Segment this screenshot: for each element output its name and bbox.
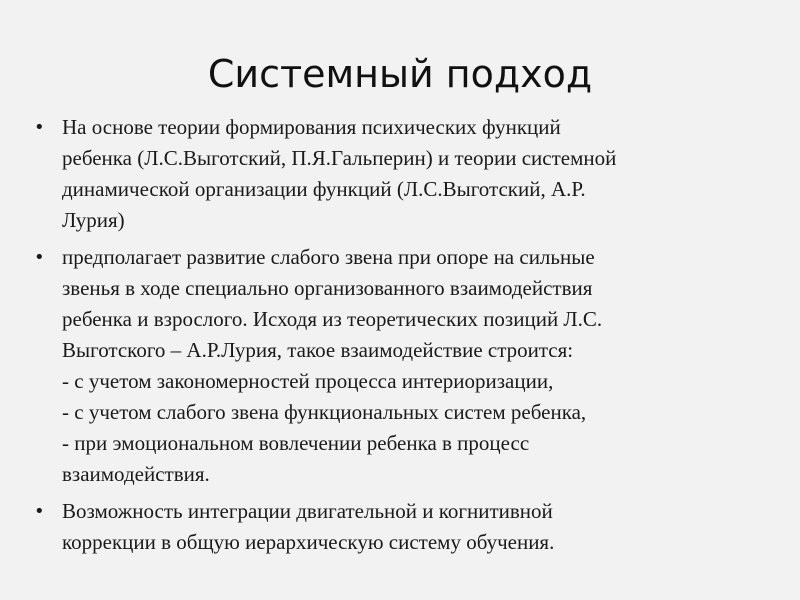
bullet-dot-icon: • [34,247,45,268]
bullet-list [34,112,754,564]
bullet-item-2 [34,242,754,490]
bullet-line: Лурия) [62,208,125,232]
bullet-line: - при эмоциональном вовлечении ребенка в процесс [62,431,530,455]
bullet-line: Выготского – А.Р.Лурия, такое взаимодействие строится: [62,338,574,362]
bullet-line: - с учетом слабого звена функциональных систем ребенка, [62,400,587,424]
bullet-dot-icon: • [34,117,45,138]
bullet-line: предполагает развитие слабого звена при опоре на сильные [62,245,595,269]
bullet-dot-icon: • [34,501,45,522]
bullet-item-3 [34,496,754,558]
bullet-line: ребенка (Л.С.Выготский, П.Я.Гальперин) и теории системной [62,146,617,170]
bullet-line: взаимодействия. [62,462,210,486]
bullet-line: На основе теории формирования психических функций [62,115,561,139]
bullet-line: Возможность интеграции двигательной и когнитивной [62,499,553,523]
bullet-line: ребенка и взрослого. Исходя из теоретических позиций Л.С. [62,307,603,331]
bullet-line: - с учетом закономерностей процесса интериоризации, [62,369,554,393]
bullet-line: динамической организации функций (Л.С.Выготский, А.Р. [62,177,586,201]
slide-title: Системный подход [207,52,593,96]
bullet-line: звенья в ходе специально организованного взаимодействия [62,276,593,300]
bullet-item-1 [34,112,754,236]
bullet-line: коррекции в общую иерархическую систему обучения. [62,530,555,554]
